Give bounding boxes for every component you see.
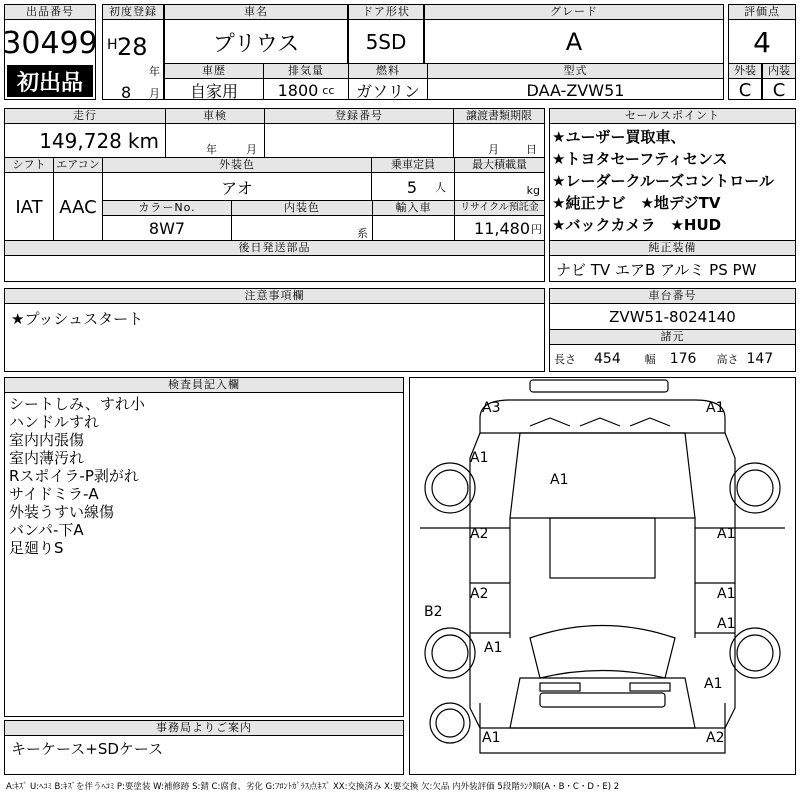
mileage-row [5, 124, 165, 158]
sales-box [549, 108, 796, 241]
history-value: 自家用 [189, 81, 238, 101]
year-unit: 年 [149, 65, 160, 78]
mileage-value: 149,728 [39, 129, 122, 153]
ext-grade-box [728, 63, 762, 100]
recycle-row [455, 216, 544, 241]
fuel-box [348, 63, 428, 100]
shift-box [4, 157, 54, 241]
inspector-box [4, 377, 404, 717]
reg-month: 8 [121, 83, 132, 102]
displacement-row [264, 79, 348, 101]
transfer-month: 月 [488, 143, 499, 156]
kg-unit: kg [526, 184, 540, 197]
ext-grade: C [738, 79, 752, 101]
height-label: 高さ [716, 352, 739, 366]
door-type: 5SD [365, 30, 407, 54]
payload-box [454, 157, 545, 201]
transfer-box [453, 108, 545, 158]
cc-unit: cc [322, 83, 335, 97]
inspector-list [5, 393, 403, 559]
reg-no-box [264, 108, 454, 158]
sales-line: ★レーダークルーズコントロール [552, 172, 774, 190]
payload-label: 最大積載量 [455, 158, 544, 173]
recycle-box [454, 200, 545, 241]
inspector-line: 室内薄汚れ [9, 449, 85, 467]
office-box [4, 720, 404, 775]
inspector-line: バンパ-下A [9, 521, 84, 539]
lot-label: 出品番号 [5, 5, 95, 20]
inspection-label: 車検 [166, 109, 264, 124]
displacement-value: 1800 [277, 80, 319, 100]
transfer-label: 譲渡書類期限 [454, 109, 544, 124]
door-box [348, 4, 424, 64]
registration-box [102, 4, 164, 100]
score-value: 4 [753, 25, 771, 59]
inspection-month-unit: 月 [246, 143, 257, 156]
kei-unit: 系 [357, 227, 368, 240]
later-parts-label: 後日発送部品 [5, 241, 544, 256]
score-box [728, 4, 796, 64]
model-value: DAA-ZVW51 [526, 80, 625, 100]
chassis-box [549, 288, 796, 330]
damage-mark: A1 [470, 450, 489, 466]
inspector-line: サイドミラ-A [9, 485, 99, 503]
lot-box [4, 4, 96, 100]
era: H [107, 37, 118, 53]
exterior-color-label: 外装色 [103, 158, 371, 173]
mileage-label: 走行 [5, 109, 165, 124]
chassis-value: ZVW51-8024140 [609, 308, 736, 326]
damage-mark: A1 [704, 676, 723, 692]
car-diagram-box [409, 377, 796, 775]
door-label: ドア形状 [349, 5, 423, 20]
later-parts-box [4, 240, 545, 282]
mileage-box [4, 108, 166, 158]
interior-color-label: 内装色 [232, 201, 372, 216]
ac-label: エアコン [54, 158, 102, 173]
damage-mark: A1 [482, 730, 501, 746]
damage-mark: B2 [424, 604, 443, 620]
damage-mark: A2 [706, 730, 725, 746]
capacity-row [372, 173, 454, 201]
car-name: プリウス [212, 31, 300, 57]
transfer-day: 日 [526, 143, 537, 156]
inspector-line: Rスポイラ-P剥がれ [9, 467, 139, 485]
car-diagram [410, 378, 795, 774]
import-box [372, 200, 455, 241]
damage-mark: A2 [470, 586, 489, 602]
model-box [427, 63, 724, 100]
km-unit: km [127, 129, 159, 153]
reg-no-label: 登録番号 [265, 109, 453, 124]
capacity-label: 乗車定員 [372, 158, 454, 173]
exterior-color-box [102, 157, 372, 201]
grade-box [424, 4, 724, 64]
notes-value: ★プッシュスタート [11, 310, 144, 328]
inspector-line: 外装うすい線傷 [9, 503, 115, 521]
int-grade-box [762, 63, 796, 100]
sales-line: ★ユーザー買取車、 [552, 128, 686, 146]
int-grade: C [772, 79, 786, 101]
grade-value: A [565, 28, 583, 56]
displacement-label: 排気量 [264, 64, 348, 79]
inspection-box [165, 108, 265, 158]
displacement-box [263, 63, 349, 100]
damage-mark: A1 [717, 616, 736, 632]
person-unit: 人 [435, 181, 446, 194]
damage-mark: A2 [470, 526, 489, 542]
exterior-color-value: アオ [221, 178, 253, 198]
color-no-label: カラーNo. [103, 201, 231, 216]
notes-box [4, 288, 545, 372]
damage-mark: A1 [550, 472, 569, 488]
color-no-box [102, 200, 232, 241]
height-value: 147 [746, 350, 774, 367]
sales-list [550, 124, 795, 238]
sales-line: ★純正ナビ ★地デジTV [552, 194, 721, 212]
inspector-line: 室内内張傷 [9, 431, 85, 449]
import-label: 輸入車 [373, 201, 454, 216]
first-listing-badge: 初出品 [7, 65, 93, 97]
inspector-line: シートしみ、すれ小 [9, 395, 145, 413]
legend: A:ｷｽﾞ U:ﾍｺﾐ B:ｷｽﾞを伴うﾍｺﾐ P:要塗装 W:補修跡 S:錆 C:腐食、劣化 G:ﾌﾛﾝﾄｶﾞﾗｽ点ｷｽﾞ XX:交換済み X:要交換 欠:欠品 内外装評価 5段階ﾗﾝｸ順(A・B・C・D・E) 2 [6, 782, 620, 792]
damage-mark: A1 [706, 400, 725, 416]
inspector-line: 足廻りS [9, 539, 64, 557]
car-name-label: 車名 [165, 5, 347, 20]
recycle-value: 11,480 [474, 219, 530, 238]
damage-mark: A3 [482, 400, 501, 416]
damage-mark: A1 [484, 640, 503, 656]
dims-box [549, 329, 796, 372]
length-value: 454 [594, 350, 621, 367]
width-label: 幅 [644, 352, 656, 366]
width-value: 176 [669, 350, 697, 367]
damage-mark: A1 [717, 526, 736, 542]
lot-number: 30499 [2, 25, 98, 61]
equipment-value: ナビ TV エアB アルミ PS PW [556, 261, 757, 279]
model-label: 型式 [428, 64, 723, 79]
grade-label: グレード [425, 5, 723, 20]
shift-label: シフト [5, 158, 53, 173]
ac-box [53, 157, 103, 241]
color-no-value: 8W7 [148, 219, 186, 238]
car-name-box [164, 4, 348, 64]
inspection-year-unit: 年 [206, 143, 217, 156]
chassis-label: 車台番号 [550, 289, 795, 304]
equipment-label: 純正装備 [550, 241, 795, 256]
yen-unit: 円 [531, 222, 542, 236]
damage-mark: A1 [717, 586, 736, 602]
length-label: 長さ [554, 352, 576, 366]
sales-label: セールスポイント [550, 109, 795, 124]
equipment-box [549, 240, 796, 282]
shift-value: IAT [15, 196, 43, 218]
ac-value: AAC [59, 196, 97, 218]
fuel-label: 燃料 [349, 64, 427, 79]
dims-label: 諸元 [550, 330, 795, 345]
inspector-label: 検査員記入欄 [5, 378, 403, 393]
int-label: 内装 [763, 64, 795, 79]
sales-line: ★トヨタセーフティセンス [552, 150, 728, 168]
office-value: キーケース+SDケース [11, 740, 164, 758]
dims-row [550, 345, 795, 372]
capacity-box [371, 157, 455, 201]
recycle-label: リサイクル預託金 [455, 201, 544, 216]
month-unit: 月 [149, 87, 160, 100]
inspector-line: ハンドルすれ [9, 413, 100, 431]
ext-label: 外装 [729, 64, 761, 79]
interior-color-box [231, 200, 373, 241]
reg-year: 28 [117, 33, 148, 61]
office-label: 事務局よりご案内 [5, 721, 403, 736]
history-label: 車歴 [165, 64, 263, 79]
fuel-value: ガソリン [355, 81, 420, 101]
score-label: 評価点 [729, 5, 795, 20]
capacity-value: 5 [406, 177, 417, 197]
history-box [164, 63, 264, 100]
notes-label: 注意事項欄 [5, 289, 544, 304]
reg-label: 初度登録 [103, 5, 163, 20]
sales-line: ★バックカメラ ★HUD [552, 216, 722, 234]
